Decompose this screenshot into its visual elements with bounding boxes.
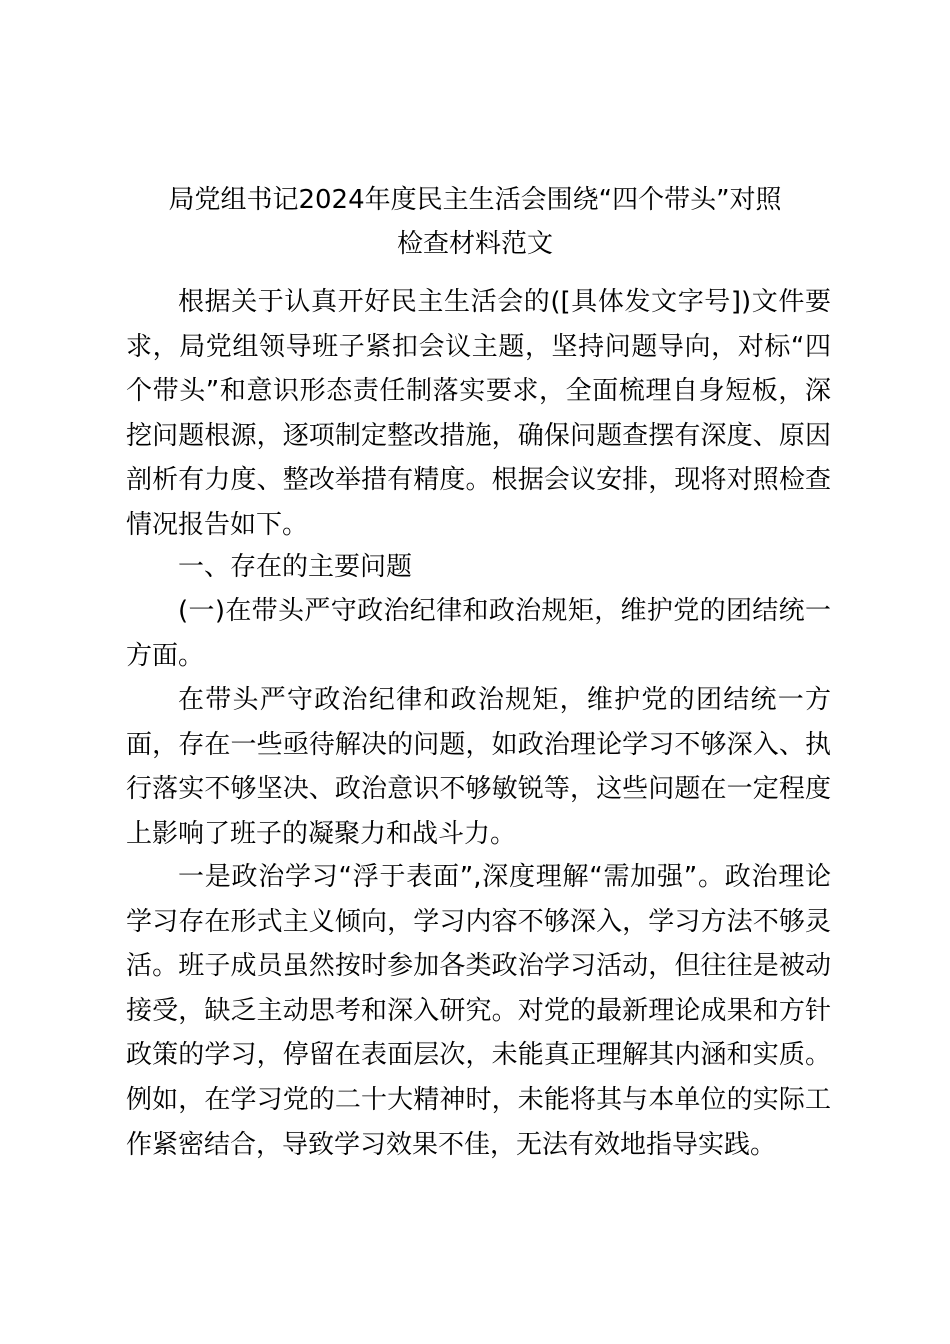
- body-paragraph: 一是政治学习“浮于表面”,深度理解“需加强”。政治理论学习存在形式主义倾向，学习内容不够深入，学习方法不够灵活。班子成员虽然按时参加各类政治学习活动，但往往是被动接受，缺乏主动思考和深入研究。对党的最新理论成果和方针政策的学习，停留在表面层次，未能真正理解其内涵和实质。例如，在学习党的二十大精神时，未能将其与本单位的实际工作紧密结合，导致学习效果不佳，无法有效地指导实践。: [126, 862, 831, 1160]
- subsection-heading: (一)在带头严守政治纪律和政治规矩，维护党的团结统一方面。: [126, 596, 831, 671]
- document-title-line-2: 检查材料范文: [396, 229, 553, 259]
- body-paragraph: 在带头严守政治纪律和政治规矩，维护党的团结统一方面，存在一些亟待解决的问题，如政治理论学习不够深入、执行落实不够坚决、政治意识不够敏锐等，这些问题在一定程度上影响了班子的凝聚力和战斗力。: [126, 685, 831, 849]
- section-heading: 一、存在的主要问题: [178, 552, 413, 582]
- intro-paragraph: 根据关于认真开好民主生活会的([具体发文字号])文件要求，局党组领导班子紧扣会议主题，坚持问题导向，对标“四个带头”和意识形态责任制落实要求，全面梳理自身短板，深挖问题根源，逐项制定整改措施，确保问题查摆有深度、原因剖析有力度、整改举措有精度。根据会议安排，现将对照检查情况报告如下。: [126, 287, 831, 540]
- document-title-line-1: 局党组书记2024年度民主生活会围绕“四个带头”对照: [168, 185, 782, 215]
